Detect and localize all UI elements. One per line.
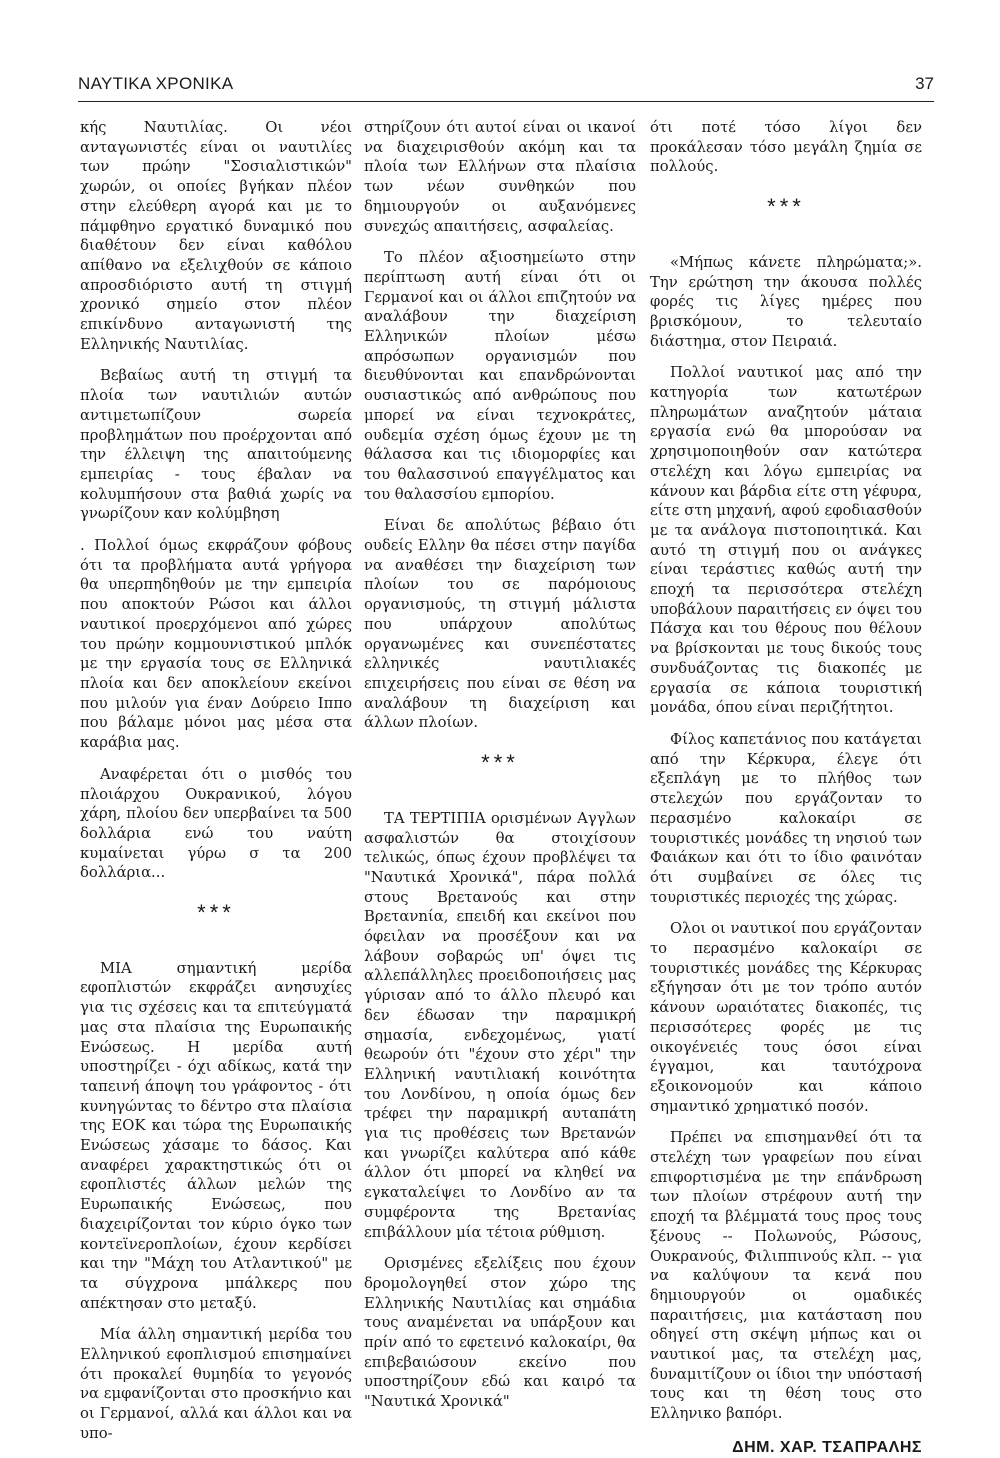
paragraph: Πολλοί ναυτικοί μας από την κατηγορία των κατωτέρων πληρωμάτων αναζητούν μάταια εργασία ενώ θα μπορούσαν να χρησιμοποιηθούν σαν κατώτερα στελέχη και λόγω εμπειρίας να κάνουν και βάρδια είτε στη γέφυρα, είτε στη μηχανή, αφού εφοδιασθούν με τα ανάλογα πιστοποιητικά. Και αυτό τη στιγμή που οι ανάγκες είναι τεράστιες καθώς αυτή την εποχή τα περισσότερα στελέχη υποβάλουν παραιτήσεις εν όψει του Πάσχα και του θέρους που θέλουν να βρίσκονται με τους δικούς τους συνδυάζοντας τις διακοπές με εργασία σε κάποια τουριστική μονάδα, όπου είναι περιζήτητοι. <box>650 364 922 717</box>
paragraph: Φίλος καπετάνιος που κατάγεται από την Κέρκυρα, έλεγε ότι εξεπλάγη με το πλήθος των στελεχών που εργάζονταν το περασμένο καλοκαίρι σε τουριστικές μονάδες τη νησιού των Φαιάκων και ότι το ίδιο φαινόταν ότι συμβαίνει σε όλες τις τουριστικές περιοχές της χώρας. <box>650 730 922 906</box>
paragraph: Μία άλλη σημαντική μερίδα του Ελληνικού εφοπλισμού επισημαίνει ότι προκαλεί θυμηδία το γεγονός να εμφανίζονται στο προσκήνιο και οι Γερμανοί, αλλά και άλλοι και να υπο- <box>80 1326 352 1442</box>
page-number: 37 <box>915 74 934 93</box>
paragraph: στηρίζουν ότι αυτοί είναι οι ικανοί να διαχειρισθούν ακόμη και τα πλοία των Ελλήνων στα πλαίσια των νέων συνθηκών που δημιουργούν οι αυξανόμενες συνεχώς απαιτήσεις, ασφαλείας. <box>364 119 636 235</box>
paragraph: Ορισμένες εξελίξεις που έχουν δρομολογηθεί στον χώρο της Ελληνικής Ναυτιλίας και σημάδια τους αναμένεται να υπάρξουν και πρίν από το εφετεινό καλοκαίρι, θα επιβεβαιώσουν εκείνο που υποστηρίζουν εδώ και καιρό τα "Ναυτικά Χρονικά" <box>364 1255 636 1411</box>
paragraph: ότι ποτέ τόσο λίγοι δεν προκάλεσαν τόσο μεγάλη ζημία σε πολλούς. <box>650 119 922 176</box>
paragraph: Αναφέρεται ότι ο μισθός του πλοιάρχου Ουκρανικού, λόγου χάρη, πλοίου δεν υπερβαίνει τα 500 δολλάρια ενώ του ναύτη κυμαίνεται γύρω σ τα 200 δολλάρια... <box>80 765 352 882</box>
paragraph: Είναι δε απολύτως βέβαιο ότι ουδείς Ελλην θα πέσει στην παγίδα να αναθέσει την διαχείριση των πλοίων του σε παρόμοιους οργανισμούς, τη στιγμή μάλιστα που υπάρχουν απολύτως οργανωμένες και συνεπέστατες ελληνικές ναυτιλιακές επιχειρήσεις που είναι σε θέση να αναλάβουν τη διαχείριση και άλλων πλοίων. <box>364 517 636 732</box>
paragraph: ΜΙΑ σημαντική μερίδα εφοπλιστών εκφράζει ανησυχίες για τις σχέσεις και τα επιτεύγματά μας στα πλαίσια της Ευρωπαικής Ενώσεως. Η μερίδα αυτή υποστηρίζει - όχι αδίκως, κατά την ταπεινή άποψη του γράφοντος - ότι κυνηγώντας το δέντρο στα πλαίσια της ΕΟΚ και τώρα της Ευρωπαικής Ενώσεως χάσαμε το δάσος. Και αναφέρει χαρακτηστικώς ότι οι εφοπλιστές άλλων μελών της Ευρωπαικής Ενώσεως, που διαχειρίζονται τον κύριο όγκο των κοντεϊνεροπλοίων, έχουν κερδίσει και την "Μάχη του Ατλαντικού" με τα σύγχρονα μπάλκερς που απέκτησαν στο μεταξύ. <box>80 959 352 1312</box>
paragraph: Πρέπει να επισημανθεί ότι τα στελέχη των γραφείων που είναι επιφορτισμένα με την επάνδρωση των πλοίων στρέφουν αυτή την εποχή τα βλέμματά τους προς τους ξένους -- Πολωνούς, Ρώσους, Ουκρανούς, Φιλιππινούς κλπ. -- για να καλύψουν τα κενά που δημιουργούν οι ομαδικές παραιτήσεις, μια κατάσταση που οδηγεί στη σκέψη μήπως και οι ναυτικοί μας, τα στελέχη μας, δυναμιτίζουν οι ίδιοι την υπόστασή τους και τη θέση τους στο Ελληνικο βαπόρι. <box>650 1129 922 1423</box>
section-separator: *** <box>197 900 235 926</box>
page-header <box>78 74 934 100</box>
paragraph: «Μήπως κάνετε πληρώματα;». Την ερώτηση την άκουσα πολλές φορές τις λίγες ημέρες που βρισκόμουν, το τελευταίο διάστημα, στον Πειραιά. <box>650 253 922 350</box>
publication-title: ΝΑΥΤΙΚΑ ΧΡΟΝΙΚΑ <box>78 74 234 93</box>
section-separator: *** <box>481 750 519 776</box>
paragraph: Ολοι οι ναυτικοί που εργάζονταν το περασμένο καλοκαίρι σε τουριστικές μονάδες της Κέρκυρας εξήγησαν ότι με τον τρόπο αυτόν κάνουν ωραιότατες διακοπές, τις περισσότερες φορές με τις οικογένειές τους όσοι είναι έγγαμοι, και ταυτόχρονα εξοικονομούν και κάποιο σημαντικό χρηματικό ποσόν. <box>650 920 922 1115</box>
paragraph: . Πολλοί όμως εκφράζουν φόβους ότι τα προβλήματα αυτά γρήγορα θα υπερπηδηθούν με την εμπειρία που αποκτούν Ρώσοι και άλλοι ναυτικοί προερχόμενοι από χώρες του πρώην κομμουνιστικού μπλόκ με την εργασία τους σε Ελληνικά πλοία και δεν αποκλείουν εκείνοι που μιλούν για έναν Δούρειο Ιππο που βάλαμε μόνοι μας μέσα στα καράβια μας. <box>80 537 352 752</box>
column-1 <box>80 118 352 1456</box>
paragraph: Βεβαίως αυτή τη στιγμή τα πλοία των ναυτιλιών αυτών αντιμετωπίζουν σωρεία προβλημάτων που προέρχονται από την έλλειψη της απαιτούμενης εμπειρίας - τους έβαλαν να κολυμπήσουν στα βαθιά χωρίς να γνωρίζουν καν κολύμβηση <box>80 367 352 523</box>
header-rule <box>78 101 934 102</box>
section-separator: *** <box>767 194 805 220</box>
paragraph: κής Ναυτιλίας. Οι νέοι ανταγωνιστές είναι οι ναυτιλίες των πρώην "Σοσιαλιστικών" χωρών, οι οποίες βγήκαν πλέον στην ελεύθερη αγορά και με το πάμφθηνο εργατικό δυναμικό που διαθέτουν δεν είναι καθόλου απίθανο να εξελιχθούν σε κάποιο απροσδιόριστο αυτή τη στιγμή χρονικό σημείο στον πλέον επικίνδυνο ανταγωνιστή της Ελληνικής Ναυτιλίας. <box>80 119 352 353</box>
author-signature: ΔΗΜ. ΧΑΡ. ΤΣΑΠΡΑΛΗΣ <box>732 1438 922 1456</box>
paragraph: ΤΑ ΤΕΡΤΙΠΙΑ ορισμένων Αγγλων ασφαλιστών θα στοιχίσουν τελικώς, όπως έχουν προβλέψει τα "Ναυτικά Χρονικά", πάρα πολλά στους Βρετανούς και στην Βρετανnία, επειδή και εκείνοι που όφειλαν να προσέξουν και να λάβουν σοβαρώς υπ' όψει τις αλλεπάλληλες προειδοποιήσεις μας γύρισαν από το άλλο πλευρό και δεν έδωσαν την παραμικρή σημασία, ενδεχομένως, γιατί θεωρούν ότι "έχουν στο χέρι" την Ελληνική ναυτιλιακή κοινότητα του Λονδίνου, η οποία όμως δεν τρέφει την παραμικρή αυταπάτη για τις προθέσεις των Βρετανών και γνωρίζει καλύτερα από κάθε άλλον ότι μπορεί να κληθεί να εγκαταλείψει το Λονδίνο αν τα συμφέροντα της Βρετανίας επιβάλλουν μία τέτοια ρύθμιση. <box>364 809 636 1241</box>
column-2 <box>364 118 636 1424</box>
paragraph: Το πλέον αξιοσημείωτο στην περίπτωση αυτή είναι ότι οι Γερμανοί και οι άλλοι επιζητούν να αναλάβουν την διαχείριση Ελληνικών πλοίων μέσω απρόσωπων οργανισμών που διευθύνονται και επανδρώνονται ουσιαστικώς από ανθρώπους που μπορεί να είναι τεχνοκράτες, ουδεμία σχέση όμως έχουν με τη θάλασσα και τις ιδιομορφίες και του θαλασσινού επαγγέλματος και του θαλασσίου εμπορίου. <box>364 249 636 503</box>
column-3 <box>650 118 922 1458</box>
